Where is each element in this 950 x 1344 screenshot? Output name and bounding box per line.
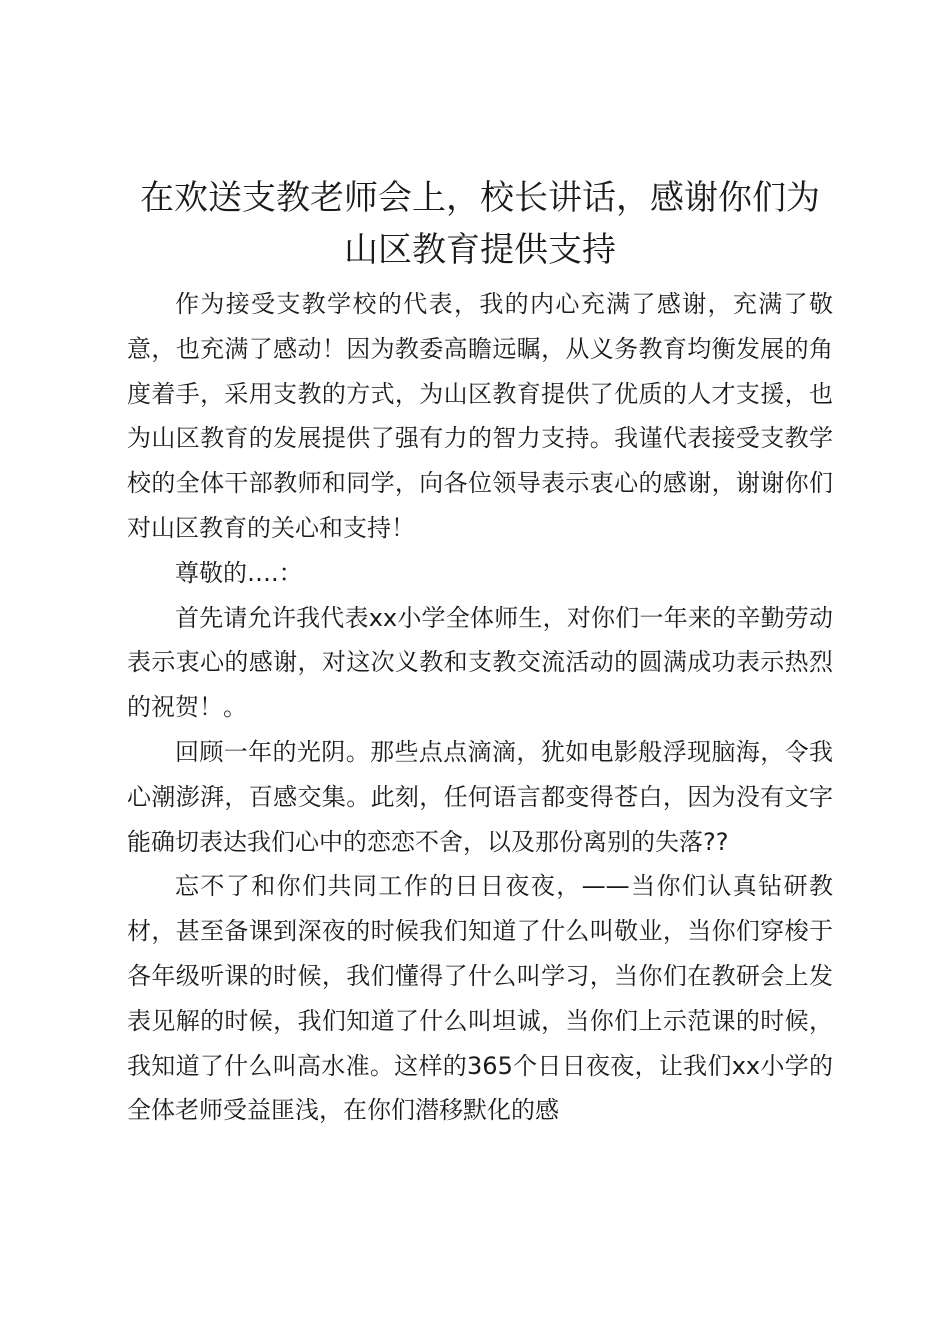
paragraph-3: 首先请允许我代表xx小学全体师生，对你们一年来的辛勤劳动表示衷心的感谢，对这次义教和支教交流活动的圆满成功表示热烈的祝贺！。 <box>127 603 833 722</box>
paragraph-5: 忘不了和你们共同工作的日日夜夜，——当你们认真钻研教材，甚至备课到深夜的时候我们知道了什么叫敬业，当你们穿梭于各年级听课的时候，我们懂得了什么叫学习，当你们在教研会上发表见解的时候，我们知道了什么叫坦诚，当你们上示范课的时候，我知道了什么叫高水准。这样的365个日日夜夜，让我们xx小学的全体老师受益匪浅，在你们潜移默化的感 <box>127 872 833 1125</box>
paragraph-1: 作为接受支教学校的代表，我的内心充满了感谢，充满了敬意，也充满了感动！因为教委高瞻远瞩，从义务教育均衡发展的角度着手，采用支教的方式，为山区教育提供了优质的人才支援，也为山区教育的发展提供了强有力的智力支持。我谨代表接受支教学校的全体干部教师和同学，向各位领导表示衷心的感谢，谢谢你们对山区教育的关心和支持！ <box>127 290 833 542</box>
paragraph-2: 尊敬的….： <box>175 558 303 587</box>
document-title: 在欢送支教老师会上，校长讲话，感谢你们为山区教育提供支持 <box>140 178 820 270</box>
document-page <box>127 172 833 1133</box>
paragraph-4: 回顾一年的光阴。那些点点滴滴，犹如电影般浮现脑海，令我心潮澎湃，百感交集。此刻，任何语言都变得苍白，因为没有文字能确切表达我们心中的恋恋不舍，以及那份离别的失落?? <box>127 737 833 856</box>
document-body <box>127 282 833 1133</box>
